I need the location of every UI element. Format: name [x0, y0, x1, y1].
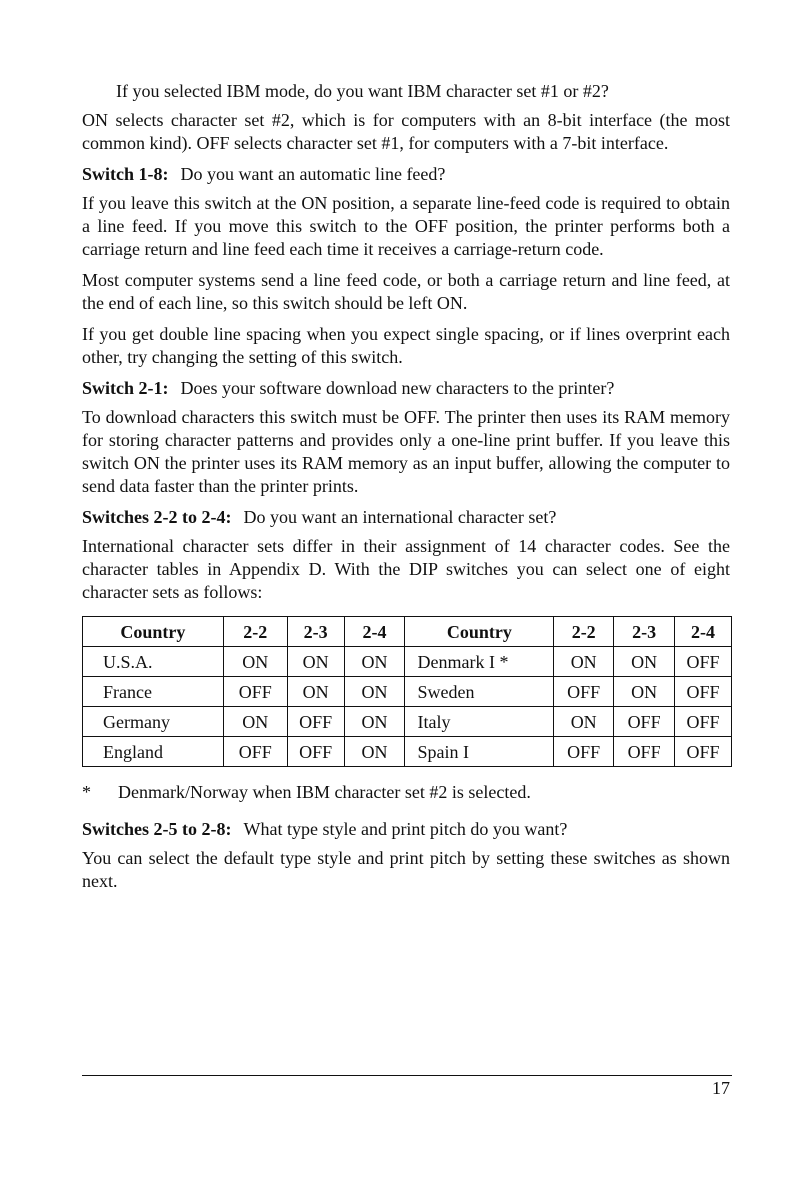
- table-header: 2-4: [675, 617, 732, 647]
- table-cell: ON: [287, 677, 344, 707]
- table-header: 2-2: [554, 617, 614, 647]
- table-cell: ON: [344, 647, 405, 677]
- switch-2-2-heading: [82, 506, 730, 529]
- paragraph-linefeed: If you leave this switch at the ON position, a separate line-feed code is required to obtain a line feed. If you move this switch to the OFF position, the printer performs both a carriage return and line feed each time it receives a carriage-return code.: [82, 193, 730, 259]
- table-cell: U.S.A.: [83, 647, 224, 677]
- table-cell: OFF: [223, 677, 287, 707]
- table-cell: ON: [344, 677, 405, 707]
- table-row: [83, 737, 732, 767]
- table-cell: Sweden: [405, 677, 554, 707]
- table-cell: OFF: [675, 647, 732, 677]
- paragraph-computer-systems: Most computer systems send a line feed code, or both a carriage return and line feed, at the end of each line, so this switch should be left ON.: [82, 270, 730, 313]
- table-cell: OFF: [287, 707, 344, 737]
- paragraph-type-style: You can select the default type style and print pitch by setting these switches as shown next.: [82, 848, 730, 891]
- table-header: 2-3: [287, 617, 344, 647]
- switch-2-1-label: Switch 2-1:: [82, 378, 169, 398]
- table-cell: OFF: [675, 707, 732, 737]
- table-cell: ON: [614, 647, 675, 677]
- table-cell: Italy: [405, 707, 554, 737]
- table-header: 2-4: [344, 617, 405, 647]
- table-cell: OFF: [554, 677, 614, 707]
- table-cell: Spain I: [405, 737, 554, 767]
- switch-2-5-label: Switches 2-5 to 2-8:: [82, 819, 232, 839]
- table-header-row: [83, 617, 732, 647]
- table-row: [83, 647, 732, 677]
- table-cell: ON: [554, 707, 614, 737]
- switch-2-5-question: What type style and print pitch do you want?: [243, 819, 568, 839]
- switch-1-8-label: Switch 1-8:: [82, 164, 169, 184]
- switch-1-8-heading: [82, 163, 730, 186]
- paragraph-download: To download characters this switch must be OFF. The printer then uses its RAM memory for storing character patterns and provides only a one-line print buffer. If you leave this switch ON the printer uses its RAM memory as an input buffer, allowing the computer to send data faster than the printer prints.: [82, 407, 730, 496]
- dip-switch-table: [82, 616, 732, 767]
- table-cell: ON: [223, 647, 287, 677]
- table-row: [83, 707, 732, 737]
- table-cell: ON: [223, 707, 287, 737]
- table-cell: Germany: [83, 707, 224, 737]
- intro-question: If you selected IBM mode, do you want IBM character set #1 or #2?: [116, 81, 609, 101]
- table-cell: ON: [554, 647, 614, 677]
- table-cell: OFF: [614, 737, 675, 767]
- footer-rule: [82, 1075, 732, 1076]
- table-cell: OFF: [675, 677, 732, 707]
- table-header: Country: [83, 617, 224, 647]
- table-cell: Denmark I *: [405, 647, 554, 677]
- footnote-text: Denmark/Norway when IBM character set #2 is selected.: [118, 782, 531, 802]
- table-cell: ON: [287, 647, 344, 677]
- table-header: Country: [405, 617, 554, 647]
- table-cell: ON: [614, 677, 675, 707]
- switch-2-1-question: Does your software download new characters to the printer?: [180, 378, 615, 398]
- switch-2-2-label: Switches 2-2 to 2-4:: [82, 507, 232, 527]
- table-header: 2-2: [223, 617, 287, 647]
- switch-2-1-heading: [82, 377, 730, 400]
- page-body: [82, 80, 730, 901]
- footnote: [82, 781, 730, 804]
- table-cell: France: [83, 677, 224, 707]
- table-header: 2-3: [614, 617, 675, 647]
- table-cell: ON: [344, 707, 405, 737]
- switch-2-5-heading: [82, 818, 730, 841]
- switch-2-2-question: Do you want an international character set?: [243, 507, 557, 527]
- table-cell: OFF: [554, 737, 614, 767]
- table-cell: OFF: [675, 737, 732, 767]
- switch-1-8-question: Do you want an automatic line feed?: [180, 164, 446, 184]
- table-cell: OFF: [614, 707, 675, 737]
- table-cell: OFF: [287, 737, 344, 767]
- table-cell: England: [83, 737, 224, 767]
- page-number: 17: [712, 1078, 730, 1098]
- paragraph-charset: ON selects character set #2, which is for computers with an 8-bit interface (the most common kind). OFF selects character set #1, for computers with a 7-bit interface.: [82, 110, 730, 153]
- table-row: [83, 677, 732, 707]
- table-cell: OFF: [223, 737, 287, 767]
- paragraph-international: International character sets differ in their assignment of 14 character codes. See the character tables in Appendix D. With the DIP switches you can select one of eight character sets as follows:: [82, 536, 730, 602]
- table-cell: ON: [344, 737, 405, 767]
- footnote-asterisk: *: [82, 782, 91, 802]
- paragraph-double-spacing: If you get double line spacing when you expect single spacing, or if lines overprint each other, try changing the setting of this switch.: [82, 324, 730, 367]
